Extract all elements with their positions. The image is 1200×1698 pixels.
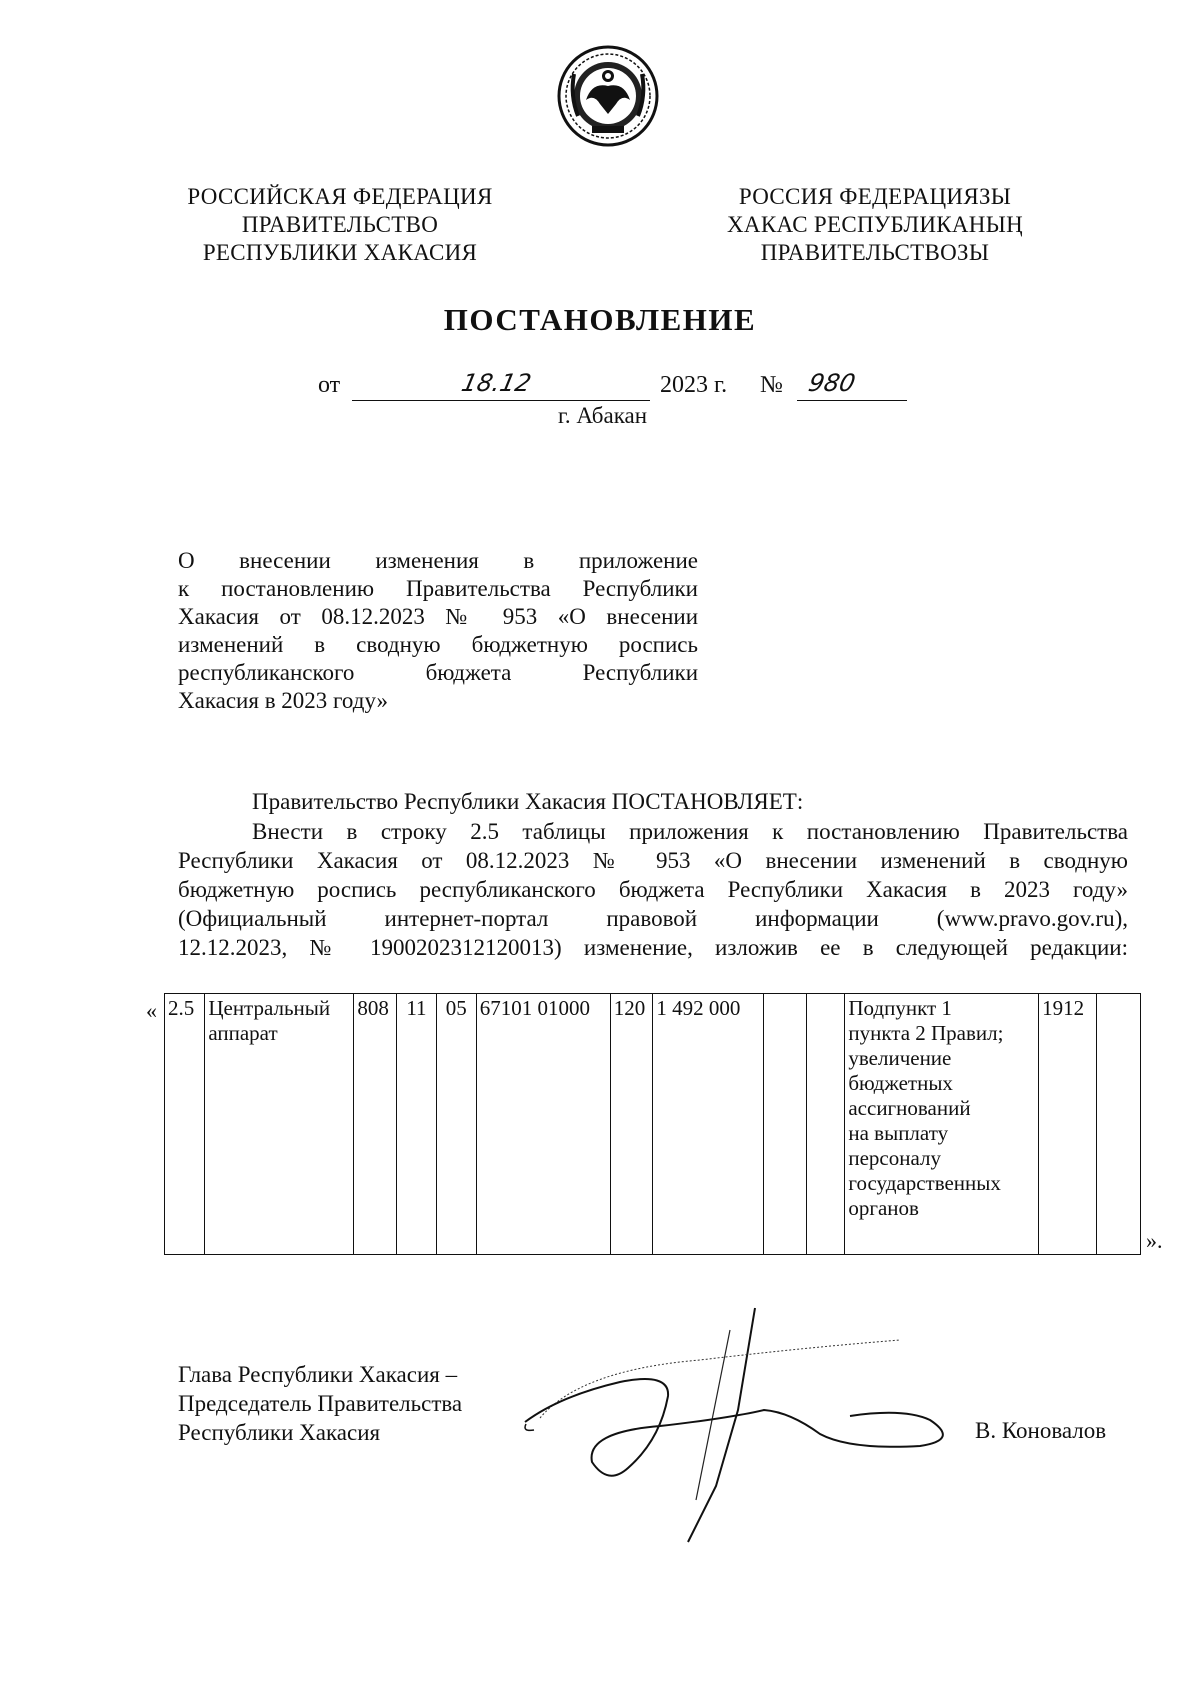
subject-line: изменений в сводную бюджетную роспись [178, 632, 698, 657]
header-right-line: ХАКАС РЕСПУБЛИКАНЫҢ [727, 212, 1023, 237]
cell-empty [1097, 994, 1141, 1255]
number-handwritten: 980 [806, 369, 858, 397]
body-paragraph [178, 817, 1128, 962]
header-left-line: РЕСПУБЛИКИ ХАКАСИЯ [202, 240, 478, 265]
header-left-line: ПРАВИТЕЛЬСТВО [241, 212, 439, 237]
signatory-name: В. Коновалов [975, 1418, 1107, 1443]
header-right-line: РОССИЯ ФЕДЕРАЦИЯЗЫ [738, 184, 1012, 209]
number-label: № [760, 372, 783, 398]
subject-line: к постановлению Правительства Республики [178, 576, 698, 601]
signatory-title-line: Республики Хакасия [178, 1420, 381, 1445]
cell-code-5: 120 [610, 994, 653, 1255]
cell-basis-line: органов [848, 1196, 919, 1220]
decree-text: Правительство Республики Хакасия ПОСТАНОВЛЯЕТ: [252, 789, 804, 814]
signatory-title [178, 1360, 462, 1447]
cell-code-3: 05 [436, 994, 476, 1255]
city-label: г. Абакан [558, 403, 648, 428]
body-line: 12.12.2023, № 1900202312120013) изменение, изложив ее в следующей редакции: [178, 935, 1128, 960]
cell-basis-line: пункта 2 Правил; [848, 1021, 1004, 1045]
cell-code-1: 808 [354, 994, 397, 1255]
table-close-quote: ». [1146, 1228, 1163, 1253]
body-line: Внести в строку 2.5 таблицы приложения к постановлению Правительства [252, 819, 1128, 844]
cell-basis-line: Подпункт 1 [848, 996, 952, 1020]
cell-basis-line: персоналу [848, 1146, 941, 1170]
subject-line: республиканского бюджета Республики [178, 660, 698, 685]
header-left-block [160, 183, 520, 267]
cell-basis-line: бюджетных [848, 1071, 953, 1095]
decree-line [178, 787, 1128, 816]
cell-basis-line: увеличение [848, 1046, 952, 1070]
cell-basis [845, 994, 1039, 1255]
year-label: 2023 г. [660, 372, 728, 398]
subject-line: О внесении изменения в приложение [178, 548, 698, 573]
subject-line: Хакасия в 2023 году» [178, 688, 389, 713]
cell-basis-line: государственных [848, 1171, 1001, 1195]
number-field [797, 369, 907, 401]
cell-number: 2.5 [165, 994, 205, 1255]
signatory-title-line: Председатель Правительства [178, 1391, 463, 1416]
body-line: Республики Хакасия от 08.12.2023 № 953 «О внесении изменений в сводную [178, 848, 1128, 873]
signatory-title-line: Глава Республики Хакасия – [178, 1362, 458, 1387]
subject-line: Хакасия от 08.12.2023 № 953 «О внесении [178, 604, 698, 629]
cell-empty [807, 994, 845, 1255]
cell-amount: 1 492 000 [653, 994, 763, 1255]
date-prefix: от [318, 372, 341, 398]
date-field [352, 369, 650, 401]
body-line: бюджетную роспись республиканского бюджета Республики Хакасия в 2023 году» [178, 877, 1128, 902]
cell-basis-line: на выплату [848, 1121, 949, 1145]
header-left-line: РОССИЙСКАЯ ФЕДЕРАЦИЯ [187, 184, 493, 209]
coat-of-arms-emblem [556, 44, 660, 148]
cell-basis-line: ассигнований [848, 1096, 971, 1120]
table-row [165, 994, 1141, 1255]
header-right-block [690, 183, 1060, 267]
date-handwritten: 18.12 [459, 369, 534, 397]
body-line: (Официальный интернет-портал правовой информации (www.pravo.gov.ru), [178, 906, 1128, 931]
cell-name [205, 994, 354, 1255]
cell-name-line: аппарат [208, 1021, 278, 1045]
header-right-line: ПРАВИТЕЛЬСТВОЗЫ [760, 240, 990, 265]
document-type-title: ПОСТАНОВЛЕНИЕ [443, 302, 757, 337]
cell-name-line: Центральный [208, 996, 331, 1020]
subject-block [178, 547, 698, 715]
table-open-quote: « [146, 998, 157, 1023]
amendment-table [164, 993, 1141, 1255]
cell-code-4: 67101 01000 [476, 994, 610, 1255]
cell-empty [763, 994, 807, 1255]
cell-code-final: 1912 [1039, 994, 1097, 1255]
cell-code-2: 11 [397, 994, 437, 1255]
handwritten-signature [520, 1300, 1000, 1560]
